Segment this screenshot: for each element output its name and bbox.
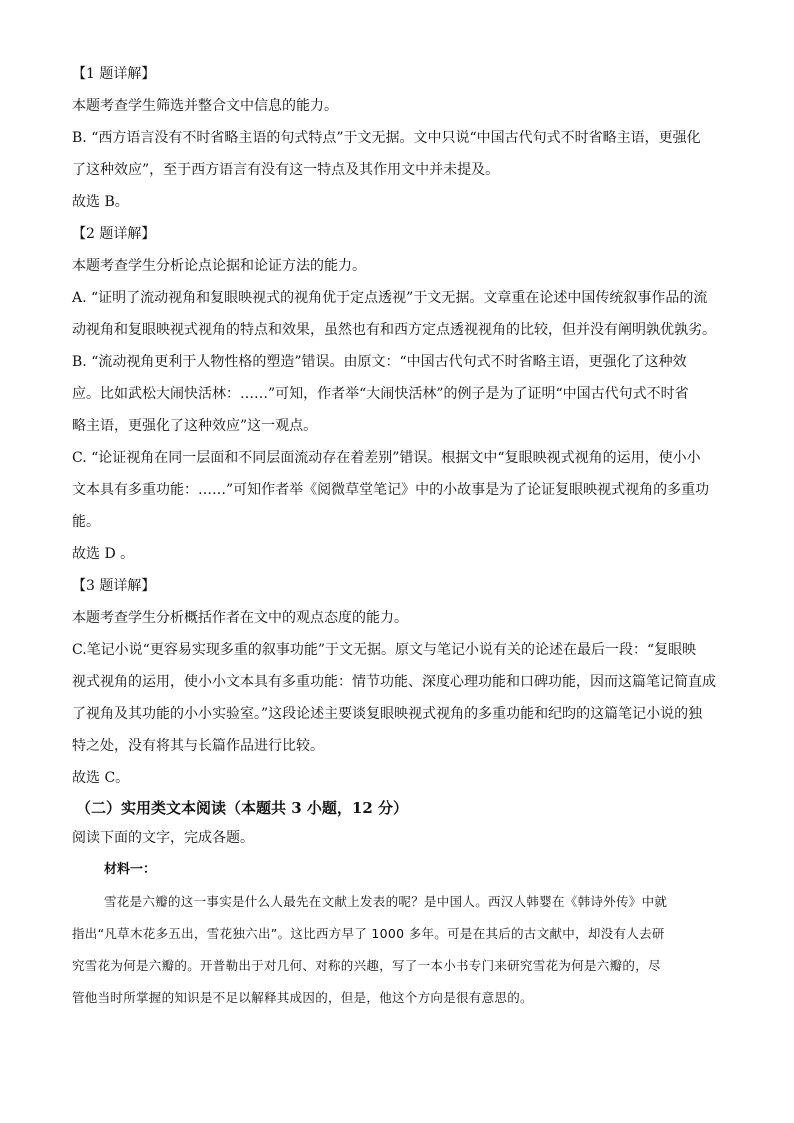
- material-line: 管他当时所掌握的知识是不足以解释其成因的，但是，他这个方向是很有意思的。: [72, 990, 533, 1005]
- paragraph-line: 略主语，更强化了这种效应”这一观点。: [72, 418, 318, 434]
- paragraph-line: 能。: [72, 514, 100, 530]
- paragraph-line: 特之处，没有将其与长篇作品进行比较。: [72, 738, 324, 754]
- paragraph-line: 本题考查学生分析概括作者在文中的观点态度的能力。: [72, 610, 408, 626]
- paragraph-line: 本题考查学生筛选并整合文中信息的能力。: [72, 98, 338, 114]
- paragraph-line: 动视角和复眼映视式视角的特点和效果，虽然也有和西方定点透视视角的比较，但并没有阐明孰优孰劣。: [72, 322, 716, 338]
- question-1-heading: 【1 题详解】: [72, 66, 156, 82]
- material-line: 雪花是六瓣的这一事实是什么人最先在文献上发表的呢？是中国人。西汉人韩婴在《韩诗外传》中就: [104, 894, 668, 909]
- section-title: （二）实用类文本阅读（本题共 3 小题，12 分）: [76, 799, 408, 817]
- paragraph-line: 了视角及其功能的小小实验室。”这段论述主要谈复眼映视式视角的多重功能和纪昀的这篇笔记小说的独: [72, 706, 703, 722]
- question-3-heading: 【3 题详解】: [72, 578, 156, 594]
- question-2-heading: 【2 题详解】: [72, 226, 156, 242]
- answer-line: 故选 D 。: [72, 546, 135, 562]
- answer-line: 故选 B。: [72, 194, 129, 210]
- material-label: 材料一：: [104, 862, 157, 877]
- paragraph-line: C.笔记小说“更容易实现多重的叙事功能”于文无据。原文与笔记小说有关的论述在最后一段：“复眼映: [72, 642, 697, 658]
- paragraph-line: B. “西方语言没有不时省略主语的句式特点”于文无据。文中只说“中国古代句式不时省略主语，更强化: [72, 130, 701, 146]
- answer-line: 故选 C。: [72, 770, 130, 786]
- paragraph-line: C. “论证视角在同一层面和不同层面流动存在着差别”错误。根据文中“复眼映视式视角的运用，使小小: [72, 450, 701, 466]
- paragraph-line: 了这种效应”，至于西方语言有没有这一特点及其作用文中并未提及。: [72, 162, 500, 178]
- paragraph-line: B. “流动视角更利于人物性格的塑造”错误。由原文：“中国古代句式不时省略主语，更强化了这种效: [72, 354, 687, 370]
- paragraph-line: A. “证明了流动视角和复眼映视式的视角优于定点透视”于文无据。文章重在论述中国传统叙事作品的流: [72, 290, 708, 306]
- paragraph-line: 文本具有多重功能：……”可知作者举《阅微草堂笔记》中的小故事是为了论证复眼映视式视角的多重功: [72, 482, 710, 498]
- instruction-text: 阅读下面的文字，完成各题。: [72, 830, 254, 846]
- paragraph-line: 应。比如武松大闹快活林：……”可知，作者举“大闹快活林”的例子是为了证明“中国古代句式不时省: [72, 386, 689, 402]
- paragraph-line: 本题考查学生分析论点论据和论证方法的能力。: [72, 258, 366, 274]
- material-line: 指出“凡草木花多五出，雪花独六出”。这比西方早了 1000 多年。可是在其后的古文献中，却没有人去研: [72, 926, 665, 941]
- paragraph-line: 视式视角的运用，使小小文本具有多重功能：情节功能、深度心理功能和口碑功能，因而这篇笔记简直成: [72, 674, 716, 690]
- material-line: 究雪花为何是六瓣的。开普勒出于对几何、对称的兴趣，写了一本小书专门来研究雪花为何是六瓣的，尽: [72, 958, 661, 973]
